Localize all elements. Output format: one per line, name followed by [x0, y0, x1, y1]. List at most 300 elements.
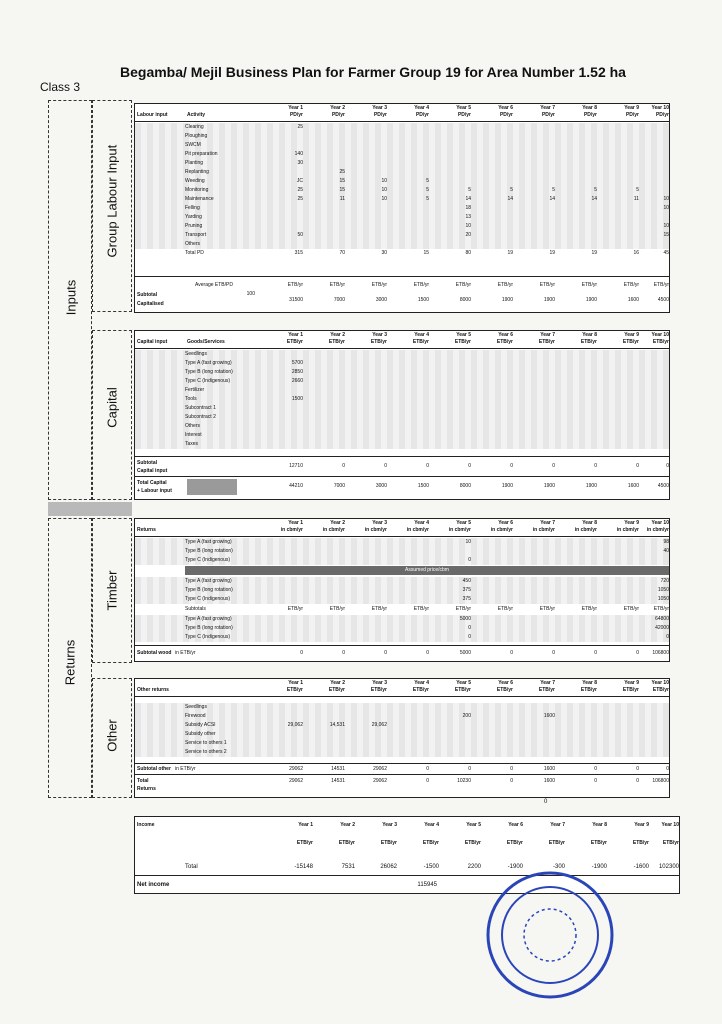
returns-label: Returns — [62, 639, 78, 686]
header-unit: ETB/yr — [287, 282, 303, 288]
labour-table — [134, 103, 670, 313]
table-row — [135, 413, 669, 422]
divider — [135, 276, 669, 277]
row-value: 0 — [426, 766, 429, 772]
header-unit: PD/yr — [583, 112, 597, 118]
income-unit-row — [135, 839, 679, 855]
header-unit: ETB/yr — [454, 687, 471, 693]
header-unit: ETB/yr — [286, 687, 303, 693]
header-year: Year 4 — [414, 332, 429, 338]
row-value: 5 — [594, 187, 597, 193]
header-unit: ETB/yr — [329, 282, 345, 288]
header-unit: ETB/yr — [581, 606, 597, 612]
header-year: Year 8 — [582, 105, 597, 111]
capital-table — [134, 330, 670, 500]
row-label: Subsidy ACSI — [185, 722, 216, 728]
header-year: Year 1 — [288, 105, 303, 111]
row-value: 1600 — [543, 766, 555, 772]
row-value: 15 — [423, 250, 429, 256]
header-year: Year 6 — [498, 680, 513, 686]
row-label: Type A (fast growing) — [185, 360, 232, 366]
divider — [135, 696, 669, 697]
row-value: 720 — [660, 578, 669, 584]
header-year: Year 8 — [582, 680, 597, 686]
row-value: 106800 — [652, 778, 669, 784]
header-unit: PD/yr — [415, 112, 429, 118]
header-unit: ETB/yr — [464, 840, 481, 846]
header-year: Year 7 — [540, 520, 555, 526]
row-value: 8000 — [459, 483, 471, 489]
row-value: 5 — [426, 196, 429, 202]
header-year: Year 3 — [372, 520, 387, 526]
row-label: Type B (long rotation) — [185, 625, 233, 631]
table-row — [135, 556, 669, 565]
row-value: 14 — [591, 196, 597, 202]
table-row — [135, 586, 669, 595]
row-value: 0 — [384, 650, 387, 656]
row-value: 0 — [594, 766, 597, 772]
header-unit: in cbm/yr — [646, 527, 669, 533]
header-unit: ETB/yr — [539, 282, 555, 288]
row-value: JC — [296, 178, 303, 184]
row-value: 1600 — [627, 297, 639, 303]
table-row — [135, 204, 669, 213]
header-unit: ETB/yr — [623, 282, 639, 288]
header-unit: ETB/yr — [412, 687, 429, 693]
table-row — [135, 350, 669, 359]
header-unit: ETB/yr — [622, 687, 639, 693]
table-row — [135, 739, 669, 748]
row-label: Seedlings — [185, 351, 207, 357]
row-value: 10 — [663, 223, 669, 229]
row-value: 12710 — [289, 463, 303, 469]
header-year: Year 3 — [382, 822, 397, 828]
row-label: Service to others 1 — [185, 740, 227, 746]
row-value: 7000 — [333, 483, 345, 489]
header-unit: ETB/yr — [580, 687, 597, 693]
header-unit: ETB/yr — [623, 606, 639, 612]
header-col1: Returns — [137, 527, 156, 533]
table-row — [135, 222, 669, 231]
table-row — [135, 712, 669, 721]
header-year: Year 7 — [540, 105, 555, 111]
row-value: 0 — [384, 463, 387, 469]
row-value: 25 — [339, 169, 345, 175]
header-year: Year 8 — [582, 332, 597, 338]
net-income-value: 115945 — [417, 882, 437, 888]
table-row — [135, 132, 669, 141]
subtotal-label: Subtotal — [137, 292, 157, 298]
header-col1: Labour input — [137, 112, 168, 118]
row-value: 15 — [339, 187, 345, 193]
header-unit: PD/yr — [655, 112, 669, 118]
header-unit: in cbm/yr — [448, 527, 471, 533]
table-row — [135, 359, 669, 368]
header-unit: ETB/yr — [412, 339, 429, 345]
row-value: 30 — [381, 250, 387, 256]
row-label: Type B (long rotation) — [185, 548, 233, 554]
header-unit: in cbm/yr — [364, 527, 387, 533]
row-value: 5 — [636, 187, 639, 193]
row-value: 13 — [465, 214, 471, 220]
row-value: 2850 — [291, 369, 303, 375]
total-label: Total Capital — [137, 480, 167, 486]
header-unit: ETB/yr — [581, 282, 597, 288]
row-value: 80 — [465, 250, 471, 256]
other-label: Other — [104, 719, 120, 752]
row-value: 1900 — [585, 297, 597, 303]
row-value: 0 — [468, 463, 471, 469]
header-unit: ETB/yr — [371, 606, 387, 612]
row-value: 11 — [633, 196, 639, 202]
row-value: 5 — [468, 187, 471, 193]
header-year: Year 6 — [498, 520, 513, 526]
row-value: 20 — [465, 232, 471, 238]
avg-value: 100 — [246, 291, 255, 297]
subtotal-wood-unit: in ETB/yr — [175, 650, 196, 656]
timber-label: Timber — [104, 570, 120, 611]
header-unit: in cbm/yr — [574, 527, 597, 533]
row-value: 25 — [297, 124, 303, 130]
row-label: Pruning — [185, 223, 203, 229]
row-value: 106800 — [652, 650, 669, 656]
table-row — [135, 159, 669, 168]
capitalised-label: Capitalised — [137, 301, 164, 307]
row-value: 0 — [468, 625, 471, 631]
stray-zero: 0 — [544, 799, 548, 805]
row-value: 15 — [339, 178, 345, 184]
subtotal-label: Subtotal — [137, 460, 157, 466]
table-row — [135, 368, 669, 377]
row-value: 1050 — [657, 587, 669, 593]
row-value: 29,062 — [287, 722, 303, 728]
row-value: 0 — [342, 650, 345, 656]
row-value: 70 — [339, 250, 345, 256]
header-unit: PD/yr — [289, 112, 303, 118]
row-value: 3000 — [375, 483, 387, 489]
header-unit: ETB/yr — [497, 606, 513, 612]
header-unit: ETB/yr — [580, 339, 597, 345]
total-returns-label2: Returns — [137, 786, 156, 792]
header-col2: Activity — [187, 112, 206, 118]
row-value: 5000 — [459, 616, 471, 622]
row-value: 0 — [426, 650, 429, 656]
table-row — [135, 703, 669, 712]
header-year: Year 7 — [550, 822, 565, 828]
row-label: Taxes — [185, 441, 199, 447]
table-row — [135, 615, 669, 624]
header-year: Year 3 — [372, 105, 387, 111]
table-row — [135, 213, 669, 222]
header-unit: PD/yr — [499, 112, 513, 118]
row-value: 0 — [552, 463, 555, 469]
row-value: -15148 — [294, 864, 313, 870]
row-value: 5 — [552, 187, 555, 193]
row-value: 1900 — [501, 297, 513, 303]
row-label: Type C (Indigenous) — [185, 634, 231, 640]
row-value: 7000 — [333, 297, 345, 303]
table-row — [135, 240, 669, 249]
row-value: 0 — [552, 650, 555, 656]
row-value: 0 — [636, 778, 639, 784]
header-year: Year 6 — [508, 822, 523, 828]
table-row — [135, 422, 669, 431]
row-label: Type C (Indigenous) — [185, 596, 231, 602]
row-label: Felling — [185, 205, 200, 211]
row-value: 29062 — [289, 766, 303, 772]
row-value: 0 — [666, 634, 669, 640]
row-value: 1900 — [585, 483, 597, 489]
table-row — [135, 195, 669, 204]
avg-label: Average ETB/PD — [195, 282, 233, 288]
row-value: 29062 — [289, 778, 303, 784]
row-value: 0 — [594, 650, 597, 656]
row-label: Pit preparation — [185, 151, 218, 157]
table-row — [135, 404, 669, 413]
header-unit: ETB/yr — [538, 687, 555, 693]
header-unit: ETB/yr — [370, 687, 387, 693]
row-value: 29062 — [373, 766, 387, 772]
row-value: 4500 — [657, 297, 669, 303]
header-year: Year 2 — [330, 680, 345, 686]
row-value: -1900 — [507, 864, 523, 870]
table-row — [135, 231, 669, 240]
row-label: SWCM — [185, 142, 201, 148]
header-year: Year 2 — [330, 105, 345, 111]
row-value: 10 — [381, 196, 387, 202]
class-label: Class 3 — [40, 80, 81, 94]
divider — [135, 645, 669, 646]
header-year: Year 1 — [288, 520, 303, 526]
row-value: 0 — [426, 778, 429, 784]
table-row — [135, 721, 669, 730]
header-unit: ETB/yr — [338, 840, 355, 846]
table-row — [135, 177, 669, 186]
header-year: Year 5 — [456, 105, 471, 111]
capitalised-row — [135, 297, 669, 309]
row-value: 2200 — [467, 864, 481, 870]
header-unit: ETB/yr — [287, 606, 303, 612]
header-unit: ETB/yr — [296, 840, 313, 846]
row-label: Type A (fast growing) — [185, 578, 232, 584]
header-year: Year 4 — [414, 520, 429, 526]
header-year: Year 5 — [456, 680, 471, 686]
row-value: 98 — [663, 539, 669, 545]
row-value: 1900 — [543, 297, 555, 303]
row-value: 31500 — [289, 297, 303, 303]
row-label: Transport — [185, 232, 207, 238]
header-unit: ETB/yr — [380, 840, 397, 846]
header-unit: ETB/yr — [497, 282, 513, 288]
header-col1: Other returns — [137, 687, 169, 693]
header-unit: ETB/yr — [454, 339, 471, 345]
other-returns-table — [134, 678, 670, 798]
row-value: 200 — [462, 713, 471, 719]
header-unit: ETB/yr — [662, 840, 679, 846]
divider — [135, 348, 669, 349]
header-year: Year 7 — [540, 680, 555, 686]
header-unit: ETB/yr — [652, 687, 669, 693]
price-band: Assumed price/cbm — [185, 566, 669, 575]
header-year: Year 5 — [456, 520, 471, 526]
table-row — [135, 431, 669, 440]
subtotal-other-row — [135, 765, 669, 774]
row-label: Subsidy other — [185, 731, 216, 737]
row-label: Yarding — [185, 214, 202, 220]
row-label: Type A (fast growing) — [185, 616, 232, 622]
row-value: 0 — [594, 463, 597, 469]
table-header — [135, 519, 669, 535]
header-unit: ETB/yr — [548, 840, 565, 846]
row-value: 2660 — [291, 378, 303, 384]
row-value: 5000 — [459, 650, 471, 656]
row-value: 11 — [339, 196, 345, 202]
table-row — [135, 730, 669, 739]
header-col2: Goods/Services — [187, 339, 225, 345]
subtotal-label2: Capital input — [137, 468, 168, 474]
row-value: 1050 — [657, 596, 669, 602]
table-row — [135, 249, 669, 258]
row-value: 0 — [666, 463, 669, 469]
row-label: Subcontract 2 — [185, 414, 216, 420]
header-unit: ETB/yr — [455, 606, 471, 612]
header-year: Year 2 — [330, 520, 345, 526]
row-value: 19 — [507, 250, 513, 256]
header-unit: in cbm/yr — [490, 527, 513, 533]
header-unit: PD/yr — [625, 112, 639, 118]
income-total-label: Total — [185, 864, 198, 870]
row-value: 1500 — [417, 297, 429, 303]
header-year: Year 9 — [624, 332, 639, 338]
separator-strip — [48, 502, 132, 516]
header-unit: ETB/yr — [652, 339, 669, 345]
group-labour-label: Group Labour Input — [104, 144, 120, 258]
grey-block — [187, 479, 237, 495]
row-label: Planting — [185, 160, 204, 166]
header-unit: PD/yr — [541, 112, 555, 118]
income-label: Income — [137, 822, 155, 828]
row-value: 15 — [663, 232, 669, 238]
header-unit: ETB/yr — [455, 282, 471, 288]
total-returns-row2 — [135, 785, 669, 794]
header-unit: ETB/yr — [496, 339, 513, 345]
row-value: 450 — [462, 578, 471, 584]
row-label: Weeding — [185, 178, 205, 184]
header-unit: ETB/yr — [539, 606, 555, 612]
header-year: Year 1 — [288, 680, 303, 686]
income-header — [135, 821, 679, 837]
divider — [135, 476, 669, 477]
row-label: Type B (long rotation) — [185, 587, 233, 593]
header-unit: ETB/yr — [590, 840, 607, 846]
header-year: Year 8 — [592, 822, 607, 828]
row-value: 0 — [510, 650, 513, 656]
row-value: 30 — [297, 160, 303, 166]
header-year: Year 1 — [298, 822, 313, 828]
row-value: -1900 — [591, 864, 607, 870]
row-value: 0 — [342, 463, 345, 469]
row-label: Subtotals — [185, 606, 206, 612]
header-unit: PD/yr — [331, 112, 345, 118]
row-value: 14531 — [331, 766, 345, 772]
row-value: 10 — [381, 187, 387, 193]
header-col1: Capital input — [137, 339, 168, 345]
row-value: -1500 — [423, 864, 439, 870]
row-value: 1600 — [543, 778, 555, 784]
row-value: 14 — [549, 196, 555, 202]
row-label: Others — [185, 423, 201, 429]
row-value: 1900 — [543, 483, 555, 489]
header-unit: ETB/yr — [632, 840, 649, 846]
row-label: Others — [185, 241, 201, 247]
row-value: 8000 — [459, 297, 471, 303]
row-value: 0 — [594, 778, 597, 784]
row-value: 5 — [426, 187, 429, 193]
row-value: 1600 — [543, 713, 555, 719]
row-value: 45 — [663, 250, 669, 256]
table-row — [135, 186, 669, 195]
row-value: 29,062 — [371, 722, 387, 728]
net-income-label: Net income — [137, 882, 170, 888]
header-year: Year 2 — [340, 822, 355, 828]
header-unit: ETB/yr — [413, 282, 429, 288]
timber-table — [134, 518, 670, 662]
header-year: Year 8 — [582, 520, 597, 526]
header-unit: ETB/yr — [653, 282, 669, 288]
table-header — [135, 331, 669, 347]
row-label: Tools — [185, 396, 197, 402]
row-value: 1500 — [291, 396, 303, 402]
row-value: 5 — [426, 178, 429, 184]
page-title: Begamba/ Mejil Business Plan for Farmer Group 19 for Area Number 1.52 ha — [120, 64, 626, 80]
header-unit: ETB/yr — [370, 339, 387, 345]
header-year: Year 4 — [414, 105, 429, 111]
row-value: 16 — [633, 250, 639, 256]
header-unit: ETB/yr — [622, 339, 639, 345]
header-year: Year 4 — [424, 822, 439, 828]
table-row — [135, 595, 669, 604]
subtotal-wood-label: Subtotal wood — [137, 650, 172, 656]
header-year: Year 10 — [651, 332, 669, 338]
row-value: 4500 — [657, 483, 669, 489]
row-value: 1500 — [417, 483, 429, 489]
header-year: Year 5 — [466, 822, 481, 828]
row-value: 0 — [468, 634, 471, 640]
row-value: 140 — [294, 151, 303, 157]
row-value: 26062 — [380, 864, 397, 870]
header-year: Year 6 — [498, 105, 513, 111]
row-value: 0 — [510, 463, 513, 469]
row-label: Replanting — [185, 169, 209, 175]
row-value: 7531 — [341, 864, 355, 870]
divider — [135, 763, 669, 764]
row-value: 44210 — [289, 483, 303, 489]
row-value: 10 — [663, 196, 669, 202]
row-value: 10 — [381, 178, 387, 184]
row-value: 19 — [591, 250, 597, 256]
row-value: 0 — [636, 766, 639, 772]
row-value: 25 — [297, 187, 303, 193]
row-label: Maintenance — [185, 196, 214, 202]
table-row — [135, 123, 669, 132]
official-stamp — [480, 865, 620, 1005]
row-value: 0 — [468, 557, 471, 563]
table-row — [135, 547, 669, 556]
row-value: 3000 — [375, 297, 387, 303]
header-unit: ETB/yr — [506, 840, 523, 846]
row-label: Monitoring — [185, 187, 209, 193]
header-unit: in cbm/yr — [406, 527, 429, 533]
